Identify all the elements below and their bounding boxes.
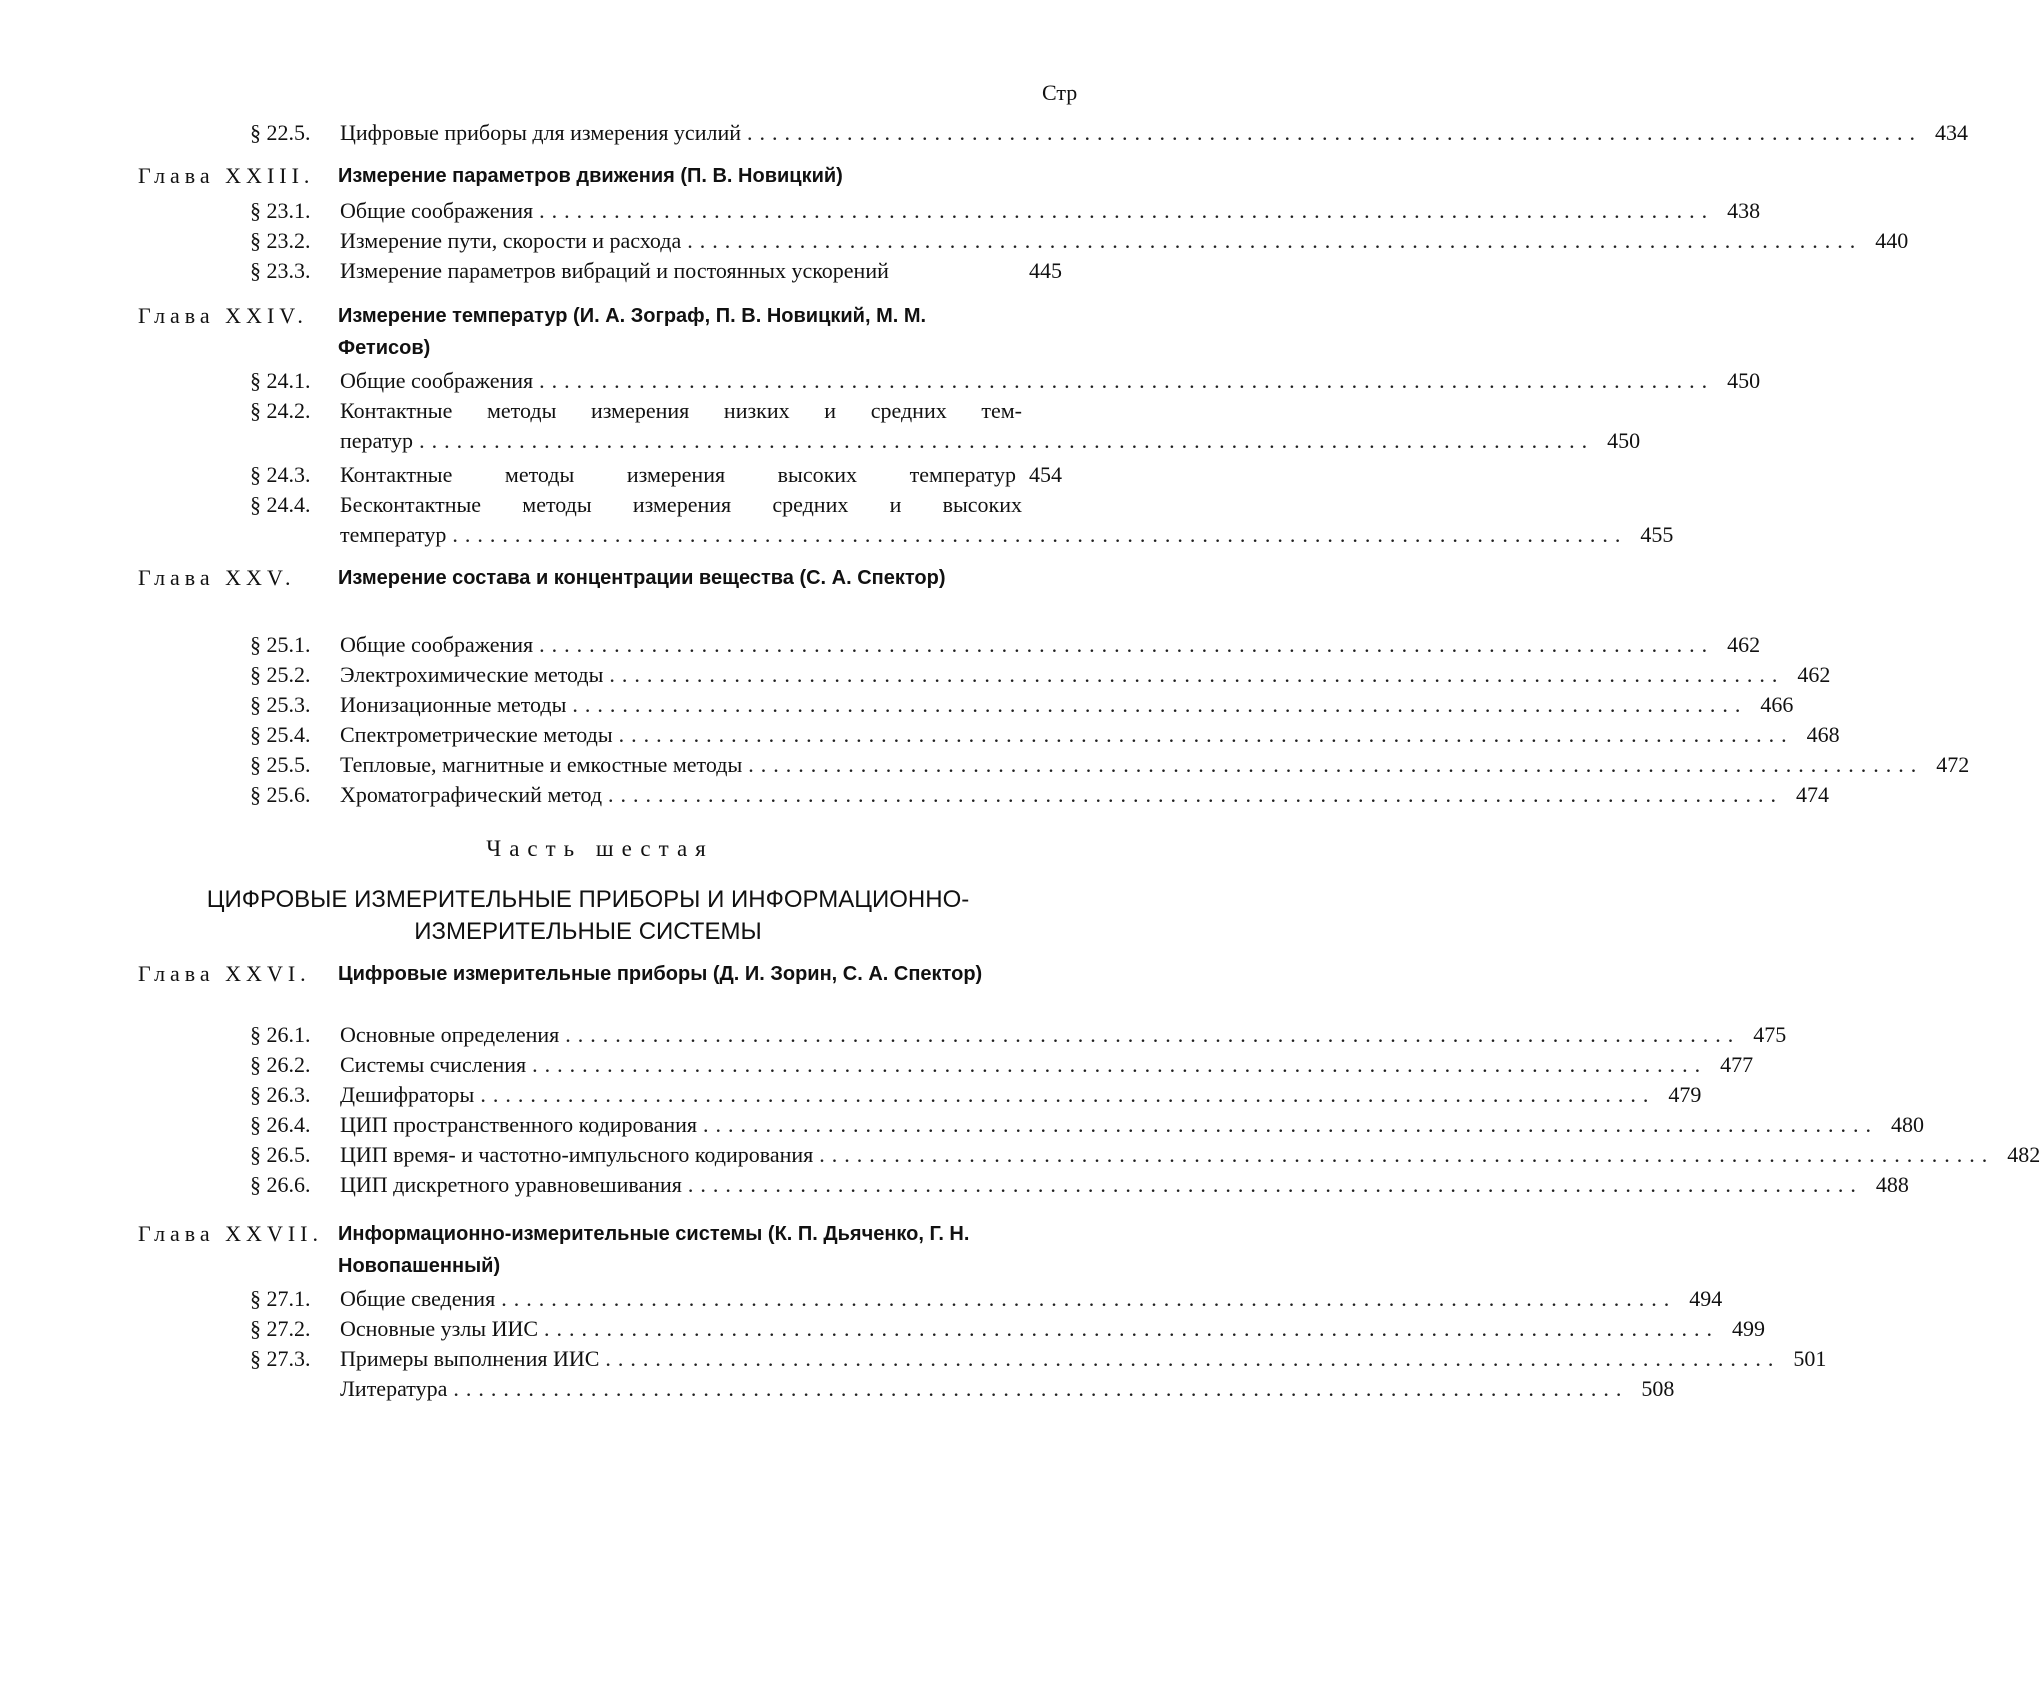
section-title: Примеры выполнения ИИС (340, 1346, 600, 1371)
toc-entry-25-2 (250, 660, 1831, 690)
page-number: 480 (1891, 1112, 1925, 1137)
toc-entry-23-2 (250, 226, 1909, 256)
section-number: § 27.2. (250, 1316, 311, 1341)
chapter-title: Измерение параметров движения (П. В. Новицкий) (338, 165, 843, 187)
section-title: Цифровые приборы для измерения усилий (340, 120, 741, 145)
chapter-heading-24 (138, 300, 1018, 364)
leader-dots: .............................................................................................. (532, 1052, 1708, 1077)
leader-dots: .............................................................................................. (480, 1082, 1656, 1107)
section-number: § 26.6. (250, 1172, 311, 1197)
section-number: § 25.1. (250, 632, 311, 657)
page-number: 479 (1668, 1082, 1702, 1107)
toc-entry-25-4 (250, 720, 1840, 750)
page-number: 440 (1875, 228, 1909, 253)
page-number: 450 (1727, 368, 1761, 393)
section-title: температур (340, 522, 447, 547)
toc-entry-25-1 (250, 630, 1761, 660)
section-title: Контактные методы измерения высоких температур (340, 462, 1016, 487)
section-title: Хроматографический метод (340, 782, 603, 807)
section-number: § 26.5. (250, 1142, 311, 1167)
section-title: Общие соображения (340, 198, 534, 223)
section-title: ЦИП время- и частотно-импульсного кодирования (340, 1142, 814, 1167)
page-number: 454 (1029, 462, 1062, 487)
section-number: § 23.3. (250, 258, 311, 283)
page-number: 474 (1796, 782, 1830, 807)
section-title: ЦИП пространственного кодирования (340, 1112, 698, 1137)
toc-entry-24-4 (250, 490, 1674, 550)
leader-dots: .............................................................................................. (539, 198, 1715, 223)
chapter-heading-26 (138, 958, 1018, 990)
page-number: 450 (1607, 428, 1641, 453)
chapter-label: Глава XXIII. (138, 163, 315, 188)
section-number: § 25.5. (250, 752, 311, 777)
section-title: Основные узлы ИИС (340, 1316, 539, 1341)
section-title: Системы счисления (340, 1052, 527, 1077)
toc-entry-26-5 (250, 1140, 2040, 1170)
leader-dots: .............................................................................................. (605, 1346, 1781, 1371)
section-number: § 24.1. (250, 368, 311, 393)
toc-entry-27-3 (250, 1344, 1827, 1374)
page-number: 462 (1727, 632, 1761, 657)
page-number: 508 (1641, 1376, 1675, 1401)
page-number: 494 (1689, 1286, 1723, 1311)
toc-entry-26-4 (250, 1110, 1925, 1140)
section-number: § 25.2. (250, 662, 311, 687)
toc-entry-26-1 (250, 1020, 1787, 1050)
toc-entry-26-2 (250, 1050, 1754, 1080)
leader-dots: .............................................................................................. (687, 228, 1863, 253)
leader-dots: .............................................................................................. (419, 428, 1595, 453)
section-number: § 24.2. (250, 398, 311, 423)
toc-entry-25-6 (250, 780, 1830, 810)
toc-entry-22-5 (250, 118, 1968, 148)
page-number: 438 (1727, 198, 1761, 223)
part-label: Часть шестая (486, 836, 714, 861)
toc-entry-25-5 (250, 750, 1970, 780)
leader-dots: .............................................................................................. (747, 120, 1922, 145)
part-title: ЦИФРОВЫЕ ИЗМЕРИТЕЛЬНЫЕ ПРИБОРЫ И ИНФОРМАЦИОННО-ИЗМЕРИТЕЛЬНЫЕ СИСТЕМЫ (206, 886, 970, 945)
leader-dots: .............................................................................................. (608, 782, 1784, 807)
toc-entry-27-2 (250, 1314, 1766, 1344)
toc-entry-literature (250, 1374, 1675, 1404)
leader-dots: .............................................................................................. (687, 1172, 1863, 1197)
chapter-label: Глава XXIV. (138, 303, 308, 328)
leader-dots: .............................................................................................. (609, 662, 1785, 687)
section-title: Тепловые, магнитные и емкостные методы (340, 752, 743, 777)
toc-entry-26-6 (250, 1170, 1909, 1200)
section-title: Основные определения (340, 1022, 560, 1047)
section-title: Ионизационные методы (340, 692, 567, 717)
page-number: 455 (1640, 522, 1674, 547)
section-title: Электрохимические методы (340, 662, 604, 687)
section-number: § 25.4. (250, 722, 311, 747)
leader-dots: .............................................................................................. (452, 522, 1628, 547)
leader-dots: .............................................................................................. (618, 722, 1794, 747)
leader-dots: .............................................................................................. (501, 1286, 1677, 1311)
chapter-heading-23 (138, 160, 1018, 192)
page-number: 466 (1760, 692, 1794, 717)
toc-entry-24-1 (250, 366, 1761, 396)
chapter-heading-27 (138, 1218, 1018, 1282)
leader-dots: .............................................................................................. (539, 368, 1715, 393)
page-number: 499 (1732, 1316, 1766, 1341)
section-title: Общие соображения (340, 368, 534, 393)
leader-dots: .............................................................................................. (703, 1112, 1879, 1137)
chapter-label: Глава XXVI. (138, 961, 311, 986)
section-title-line1: Бесконтактные методы измерения средних и высоких (340, 492, 1022, 517)
section-title: Общие соображения (340, 632, 534, 657)
page-number: 434 (1935, 120, 1968, 145)
page-number: 468 (1806, 722, 1840, 747)
section-number: § 22.5. (250, 120, 311, 145)
section-title: Измерение пути, скорости и расхода (340, 228, 682, 253)
leader-dots: .............................................................................................. (572, 692, 1748, 717)
page-number: 488 (1875, 1172, 1909, 1197)
page-number: 462 (1797, 662, 1831, 687)
section-title: Дешифраторы (340, 1082, 475, 1107)
section-number: § 24.3. (250, 462, 311, 487)
page-number: 501 (1793, 1346, 1827, 1371)
section-number: § 26.4. (250, 1112, 311, 1137)
leader-dots: .............................................................................................. (544, 1316, 1720, 1341)
chapter-title: Измерение состава и концентрации вещества (С. А. Спектор) (338, 567, 946, 589)
section-title: Измерение параметров вибраций и постоянных ускорений (340, 258, 889, 283)
toc-entry-24-2 (250, 396, 1641, 456)
chapter-label: Глава XXV. (138, 565, 296, 590)
leader-dots: .............................................................................................. (748, 752, 1924, 777)
section-number: § 23.1. (250, 198, 311, 223)
toc-entry-24-3 (250, 460, 1062, 490)
leader-dots: .............................................................................................. (453, 1376, 1629, 1401)
section-number: § 27.1. (250, 1286, 311, 1311)
leader-dots: .............................................................................................. (819, 1142, 1995, 1167)
section-title: ператур (340, 428, 414, 453)
chapter-title: Информационно-измерительные системы (К. П. Дьяченко, Г. Н. Новопашенный) (338, 1223, 970, 1277)
section-number: § 27.3. (250, 1346, 311, 1371)
section-number: § 23.2. (250, 228, 311, 253)
page-number: 475 (1753, 1022, 1787, 1047)
page-column-header: Стр (1042, 80, 1078, 105)
section-title: Общие сведения (340, 1286, 496, 1311)
chapter-heading-25 (138, 562, 1018, 594)
chapter-title: Измерение температур (И. А. Зограф, П. В. Новицкий, М. М. Фетисов) (338, 305, 927, 359)
toc-entry-23-1 (250, 196, 1761, 226)
section-title: ЦИП дискретного уравновешивания (340, 1172, 682, 1197)
page-number: 445 (1029, 258, 1062, 283)
toc-entry-25-3 (250, 690, 1794, 720)
section-number: § 26.1. (250, 1022, 311, 1047)
leader-dots: .............................................................................................. (565, 1022, 1741, 1047)
section-number: § 25.6. (250, 782, 311, 807)
section-title: Спектрометрические методы (340, 722, 613, 747)
section-title: Литература (340, 1376, 448, 1401)
toc-entry-26-3 (250, 1080, 1702, 1110)
section-number: § 24.4. (250, 492, 311, 517)
toc-entry-23-3 (250, 256, 1062, 286)
leader-dots: .............................................................................................. (539, 632, 1715, 657)
section-number: § 26.3. (250, 1082, 311, 1107)
page-number: 482 (2007, 1142, 2040, 1167)
toc-entry-27-1 (250, 1284, 1723, 1314)
section-title-line1: Контактные методы измерения низких и средних тем- (340, 398, 1022, 423)
chapter-title: Цифровые измерительные приборы (Д. И. Зорин, С. А. Спектор) (338, 963, 983, 985)
page-number: 477 (1720, 1052, 1754, 1077)
page-number: 472 (1936, 752, 1970, 777)
chapter-label: Глава XXVII. (138, 1221, 323, 1246)
section-number: § 25.3. (250, 692, 311, 717)
section-number: § 26.2. (250, 1052, 311, 1077)
